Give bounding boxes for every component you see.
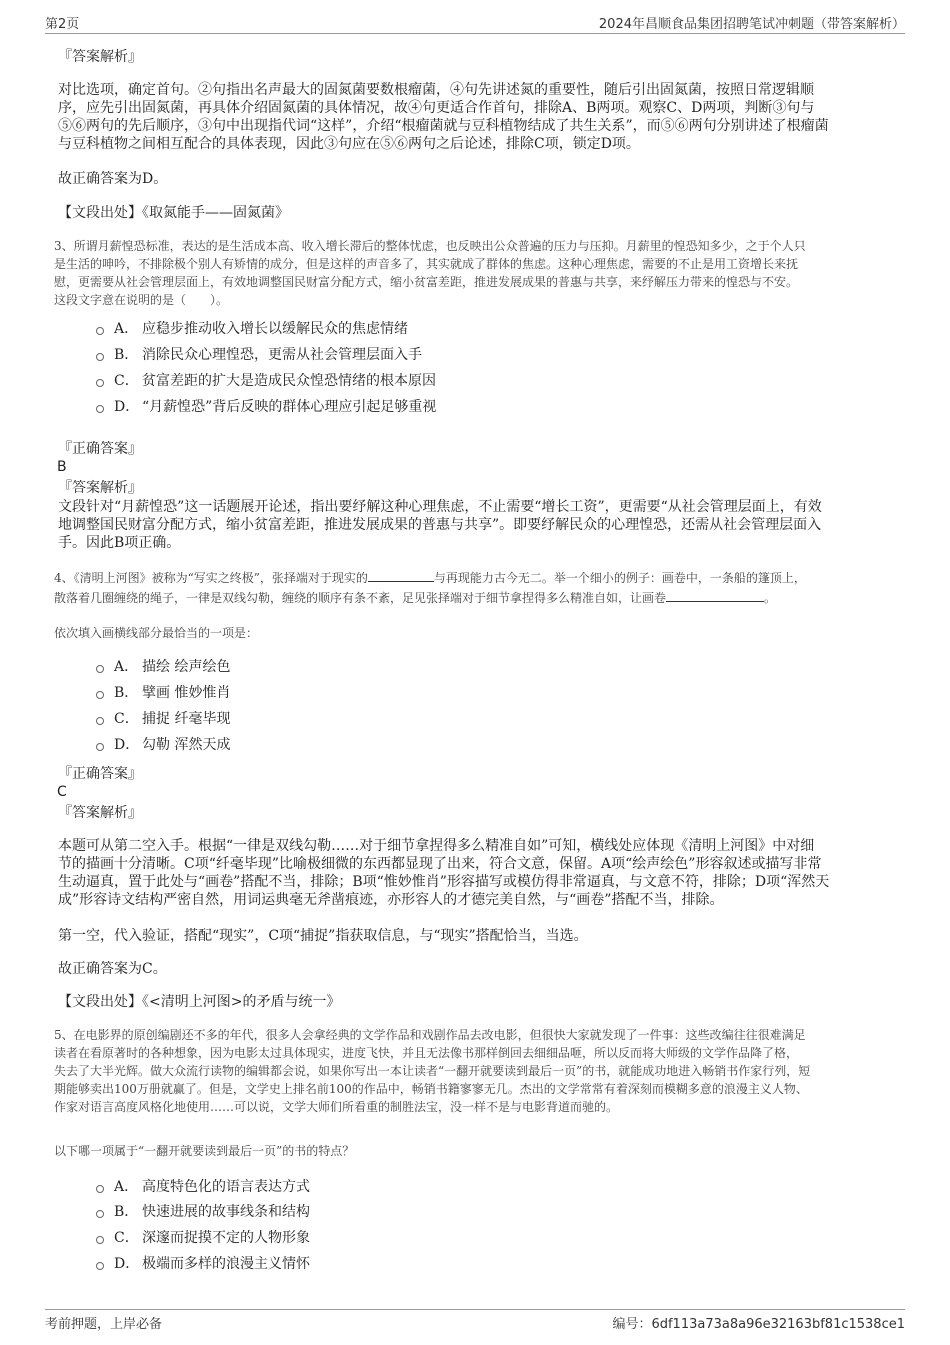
q4-stem-text: 。 — [764, 591, 777, 605]
footer-divider — [45, 1309, 905, 1310]
option-letter: A． — [114, 659, 139, 675]
q3-option-a[interactable] — [96, 320, 408, 338]
q4-stem-line-1 — [54, 569, 806, 587]
option-letter: C． — [114, 711, 139, 727]
footer-code-value: 6df113a73a8a96e32163bf81c1538ce1 — [651, 1317, 905, 1332]
q4-answer-label: 『正确答案』 — [58, 766, 142, 782]
q3-stem-line: 这段文字意在说明的是（ ）。 — [54, 293, 229, 307]
option-text: 高度特色化的语言表达方式 — [142, 1179, 310, 1195]
q3-analysis-line: 地调整国民财富分配方式，缩小贫富差距，推进发展成果的普惠与共享”。即要纾解民众的心理惶恐，还需从社会管理层面入 — [58, 517, 822, 533]
q5-stem-line: 失去了大半光辉。做大众流行读物的编辑都会说，如果你写出一本让读者“一翻开就要读到最后一页”的书，就能成功地进入畅销书作家行列，短 — [54, 1064, 811, 1078]
option-text: 应稳步推动收入增长以缓解民众的焦虑情绪 — [142, 321, 408, 337]
q3-stem — [54, 237, 806, 309]
option-letter: B． — [114, 347, 139, 363]
option-letter: B． — [114, 685, 139, 701]
option-letter: A． — [114, 1179, 139, 1195]
radio-button[interactable] — [96, 1262, 104, 1270]
q4-stem-text: 4、《清明上河图》被称为“写实之终极”，张择端对于现实的 — [54, 571, 368, 585]
q4-stem-text: 散落着几圈缠绕的绳子，一律是双线勾勒，缠绕的顺序有条不紊，足见张择端对于细节拿捏得多么精准自如，让画卷 — [54, 591, 667, 605]
q5-prompt: 以下哪一项属于“一翻开就要读到最后一页”的书的特点？ — [54, 1144, 355, 1158]
option-text: 描绘 绘声绘色 — [142, 659, 231, 675]
q3-answer: B — [57, 459, 67, 475]
q2-conclusion: 故正确答案为D。 — [58, 171, 168, 187]
radio-button[interactable] — [96, 691, 104, 699]
footer-slogan: 考前押题，上岸必备 — [45, 1317, 163, 1332]
fill-blank — [368, 569, 434, 582]
option-letter: B． — [114, 1204, 139, 1220]
q4-analysis-line: 节的描画十分清晰。C项“纤毫毕现”比喻极细微的东西都显现了出来，符合文意，保留。A项“绘声绘色”形容叙述或描写非常 — [58, 856, 822, 872]
q4-analysis-label: 『答案解析』 — [58, 805, 142, 821]
page-number: 第2页 — [45, 17, 80, 32]
q5-stem-line: 期能够卖出100万册就赢了。但是，文学史上排名前100的作品中，畅销书籍寥寥无几。杰出的文学常常有着深刻而模糊多意的浪漫主义人物、 — [54, 1082, 808, 1096]
option-letter: D． — [114, 399, 140, 415]
radio-button[interactable] — [96, 665, 104, 673]
q4-source: 【文段出处】《<清明上河图>的矛盾与统一》 — [58, 994, 341, 1010]
option-letter: A． — [114, 321, 139, 337]
q3-answer-label: 『正确答案』 — [58, 441, 142, 457]
q4-option-a[interactable] — [96, 658, 230, 676]
q4-analysis-line: 生动逼真，置于此处与“画卷”搭配不当，排除；B项“惟妙惟肖”形容描写或模仿得非常逼真，与文意不符，排除；D项“浑然天 — [58, 874, 830, 890]
option-text: 擘画 惟妙惟肖 — [142, 685, 231, 701]
q2-analysis-line: 序，应先引出固氮菌，再具体介绍固氮菌的具体情况，故④句更适合作首句，排除A、B两项。观察C、D两项，判断③句与 — [58, 100, 815, 116]
option-letter: D． — [114, 737, 140, 753]
q4-analysis-line: 成”形容诗文结构严密自然，用词运典毫无斧凿痕迹，亦形容人的才德完美自然，与“画卷”搭配不当，排除。 — [58, 892, 724, 908]
q4-option-c[interactable] — [96, 710, 230, 728]
q3-analysis-line: 文段针对“月薪惶恐”这一话题展开论述，指出要纾解这种心理焦虑，不止需要“增长工资”，更需要“从社会管理层面上，有效 — [58, 499, 822, 515]
q3-analysis-label: 『答案解析』 — [58, 480, 142, 496]
document-title: 2024年昌顺食品集团招聘笔试冲刺题（带答案解析） — [598, 17, 905, 32]
q5-option-a[interactable] — [96, 1178, 310, 1196]
q4-analysis-line: 本题可从第二空入手。根据“一律是双线勾勒……对于细节拿捏得多么精准自如”可知，横线处应体现《清明上河图》中对细 — [58, 838, 815, 854]
footer-code-label: 编号： — [612, 1317, 652, 1332]
radio-button[interactable] — [96, 1210, 104, 1218]
option-letter: C． — [114, 1230, 139, 1246]
option-text: 捕捉 纤毫毕现 — [142, 711, 231, 727]
option-text: “月薪惶恐”背后反映的群体心理应引起足够重视 — [142, 399, 437, 415]
q4-option-d[interactable] — [96, 736, 230, 754]
radio-button[interactable] — [96, 405, 104, 413]
radio-button[interactable] — [96, 327, 104, 335]
q5-stem-line: 作家对语言高度风格化地使用……可以说，文学大师们所看重的制胜法宝，没一样不是与电影背道而驰的。 — [54, 1100, 619, 1114]
option-text: 快速进展的故事线条和结构 — [142, 1204, 310, 1220]
q4-analysis-text — [58, 837, 829, 909]
option-text: 深邃而捉摸不定的人物形象 — [142, 1230, 310, 1246]
q2-analysis-label: 『答案解析』 — [58, 49, 142, 65]
q5-stem-line: 读者在看原著时的各种想象，因为电影太过具体现实，进度飞快，并且无法像书那样倒回去细细品咂，所以反而将大师级的文学作品降了格， — [54, 1046, 799, 1060]
q5-stem-line: 5、在电影界的原创编剧还不多的年代，很多人会拿经典的文学作品和戏剧作品去改电影，但很快大家就发现了一件事：这些改编往往很难满足 — [54, 1028, 806, 1042]
radio-button[interactable] — [96, 379, 104, 387]
q4-stem-line-2 — [54, 589, 776, 607]
q3-option-d[interactable] — [96, 398, 436, 416]
q3-stem-line: 是生活的呻吟，不排除极个别人有矫情的成分，但是这样的声音多了，其实就成了群体的焦虑。这种心理焦虑，需要的不止是用工资增长来抚 — [54, 257, 799, 271]
option-text: 极端而多样的浪漫主义情怀 — [142, 1256, 310, 1272]
q5-stem — [54, 1026, 810, 1116]
footer-code — [612, 1313, 905, 1332]
option-text: 贫富差距的扩大是造成民众惶恐情绪的根本原因 — [142, 373, 436, 389]
q5-option-b[interactable] — [96, 1203, 310, 1221]
q2-analysis-line: 与豆科植物之间相互配合的具体表现，因此③句应在⑤⑥两句之后论述，排除C项，锁定D项。 — [58, 136, 640, 152]
option-letter: C． — [114, 373, 139, 389]
q2-source: 【文段出处】《取氮能手——固氮菌》 — [58, 205, 289, 221]
radio-button[interactable] — [96, 1185, 104, 1193]
q4-answer: C — [57, 784, 67, 800]
radio-button[interactable] — [96, 743, 104, 751]
option-text: 消除民众心理惶恐，更需从社会管理层面入手 — [142, 347, 422, 363]
option-letter: D． — [114, 1256, 140, 1272]
header-divider — [45, 33, 905, 34]
q3-option-c[interactable] — [96, 372, 436, 390]
q2-analysis-text — [58, 81, 829, 153]
fill-blank — [666, 589, 764, 602]
q4-prompt: 依次填入画横线部分最恰当的一项是： — [54, 626, 259, 640]
q4-para2: 第一空，代入验证，搭配“现实”，C项“捕捉”指获取信息，与“现实”搭配恰当，当选。 — [58, 928, 588, 944]
q2-analysis-line: 对比选项，确定首句。②句指出名声最大的固氮菌要数根瘤菌，④句先讲述氮的重要性，随后引出固氮菌，按照日常逻辑顺 — [58, 82, 814, 98]
q5-option-c[interactable] — [96, 1229, 310, 1247]
q2-analysis-line: ⑤⑥两句的先后顺序，③句中出现指代词“这样”，介绍“根瘤菌就与豆科植物结成了共生关系”，而⑤⑥两句分别讲述了根瘤菌 — [58, 118, 829, 134]
q3-stem-line: 慰，更需要从社会管理层面上，有效地调整国民财富分配方式，缩小贫富差距，推进发展成果的普惠与共享，来纾解压力带来的惶恐与不安。 — [54, 275, 799, 289]
q4-conclusion: 故正确答案为C。 — [58, 961, 167, 977]
q3-option-b[interactable] — [96, 346, 422, 364]
q3-analysis-text — [58, 498, 822, 552]
q4-stem-text: 与再现能力古今无二。举一个细小的例子：画卷中，一条船的篷顶上， — [433, 571, 806, 585]
q3-analysis-line: 手。因此B项正确。 — [58, 535, 181, 551]
q4-option-b[interactable] — [96, 684, 230, 702]
option-text: 勾勒 浑然天成 — [142, 737, 231, 753]
q3-stem-line: 3、所谓月薪惶恐标准，表达的是生活成本高、收入增长滞后的整体忧虑，也反映出公众普遍的压力与压抑。月薪里的惶恐知多少，之于个人只 — [54, 239, 806, 253]
q5-option-d[interactable] — [96, 1255, 310, 1273]
radio-button[interactable] — [96, 1236, 104, 1244]
radio-button[interactable] — [96, 353, 104, 361]
radio-button[interactable] — [96, 717, 104, 725]
